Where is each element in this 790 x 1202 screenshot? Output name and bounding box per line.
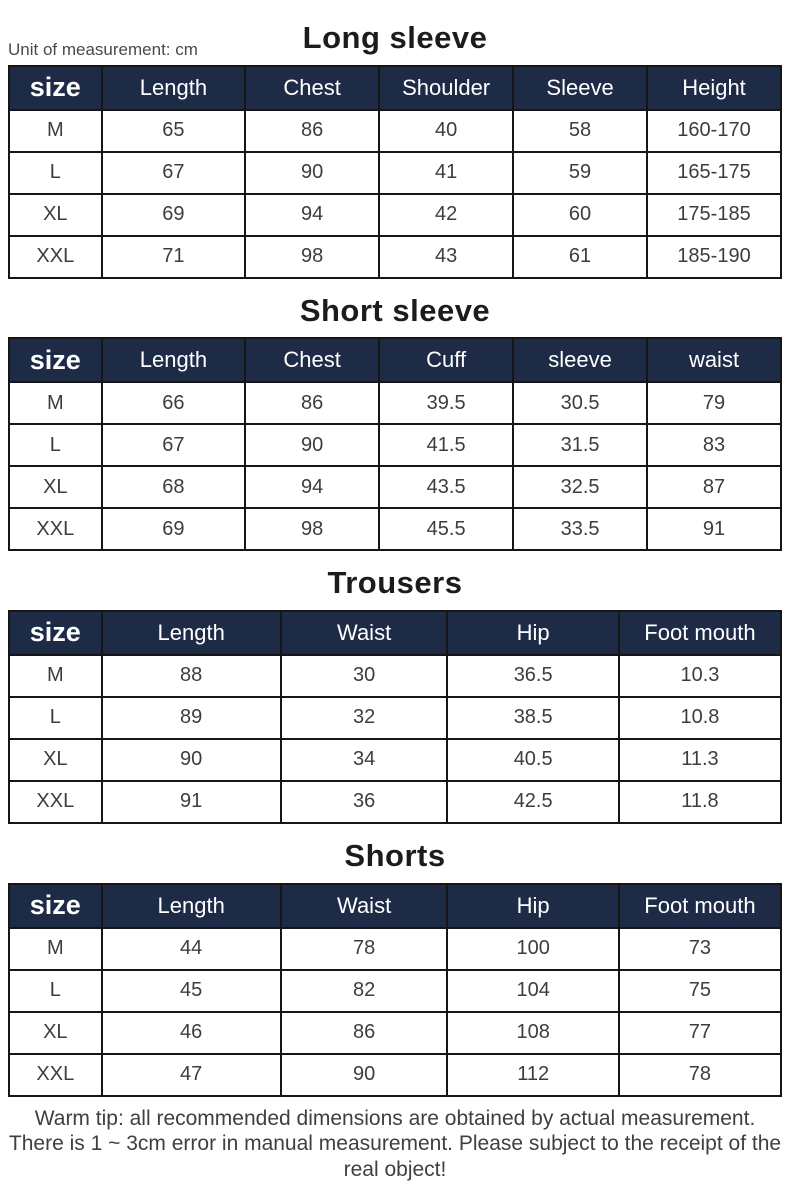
- value-cell: 11.8: [619, 781, 781, 823]
- value-cell: 46: [102, 1012, 281, 1054]
- size-table-trousers: [8, 610, 782, 824]
- table-row: [9, 424, 781, 466]
- value-cell: 90: [245, 152, 379, 194]
- section-title-row: [8, 293, 782, 329]
- value-cell: 82: [281, 970, 448, 1012]
- value-cell: 43: [379, 236, 513, 278]
- size-cell: XXL: [9, 236, 102, 278]
- value-cell: 87: [647, 466, 781, 508]
- value-cell: 100: [447, 928, 618, 970]
- value-cell: 69: [102, 508, 246, 550]
- value-cell: 91: [102, 781, 281, 823]
- value-cell: 108: [447, 1012, 618, 1054]
- section-title-row: [8, 838, 782, 874]
- value-cell: 90: [281, 1054, 448, 1096]
- section-title-trousers: Trousers: [327, 565, 463, 601]
- section-trousers: [8, 565, 782, 824]
- table-row: [9, 655, 781, 697]
- column-header-size: size: [9, 884, 102, 928]
- value-cell: 65: [102, 110, 246, 152]
- column-header-size: size: [9, 66, 102, 110]
- header-row: [9, 66, 781, 110]
- value-cell: 31.5: [513, 424, 647, 466]
- value-cell: 83: [647, 424, 781, 466]
- size-cell: XL: [9, 1012, 102, 1054]
- size-cell: M: [9, 928, 102, 970]
- section-long-sleeve: [8, 20, 782, 279]
- value-cell: 69: [102, 194, 246, 236]
- value-cell: 11.3: [619, 739, 781, 781]
- value-cell: 41: [379, 152, 513, 194]
- value-cell: 45.5: [379, 508, 513, 550]
- value-cell: 61: [513, 236, 647, 278]
- value-cell: 88: [102, 655, 281, 697]
- value-cell: 36.5: [447, 655, 618, 697]
- value-cell: 42: [379, 194, 513, 236]
- section-title-row: [8, 565, 782, 601]
- value-cell: 79: [647, 382, 781, 424]
- value-cell: 75: [619, 970, 781, 1012]
- size-cell: L: [9, 697, 102, 739]
- size-cell: M: [9, 655, 102, 697]
- value-cell: 77: [619, 1012, 781, 1054]
- value-cell: 43.5: [379, 466, 513, 508]
- size-cell: M: [9, 382, 102, 424]
- value-cell: 90: [245, 424, 379, 466]
- value-cell: 58: [513, 110, 647, 152]
- table-row: [9, 382, 781, 424]
- column-header: Chest: [245, 66, 379, 110]
- section-title-shorts: Shorts: [344, 837, 446, 873]
- size-table-shorts: [8, 883, 782, 1097]
- value-cell: 71: [102, 236, 246, 278]
- value-cell: 42.5: [447, 781, 618, 823]
- value-cell: 10.8: [619, 697, 781, 739]
- column-header: Shoulder: [379, 66, 513, 110]
- section-title-row: [8, 20, 782, 59]
- section-shorts: [8, 838, 782, 1097]
- size-table-short-sleeve: [8, 337, 782, 551]
- value-cell: 47: [102, 1054, 281, 1096]
- section-title-short-sleeve: Short sleeve: [299, 292, 491, 328]
- value-cell: 112: [447, 1054, 618, 1096]
- column-header: Cuff: [379, 338, 513, 382]
- size-cell: L: [9, 970, 102, 1012]
- value-cell: 40: [379, 110, 513, 152]
- table-row: [9, 466, 781, 508]
- header-row: [9, 884, 781, 928]
- size-cell: M: [9, 110, 102, 152]
- value-cell: 30.5: [513, 382, 647, 424]
- value-cell: 45: [102, 970, 281, 1012]
- column-header: Length: [102, 66, 246, 110]
- value-cell: 60: [513, 194, 647, 236]
- value-cell: 30: [281, 655, 448, 697]
- value-cell: 91: [647, 508, 781, 550]
- value-cell: 44: [102, 928, 281, 970]
- table-row: [9, 1012, 781, 1054]
- value-cell: 38.5: [447, 697, 618, 739]
- value-cell: 89: [102, 697, 281, 739]
- table-row: [9, 697, 781, 739]
- column-header: Length: [102, 884, 281, 928]
- section-short-sleeve: [8, 293, 782, 552]
- column-header: Sleeve: [513, 66, 647, 110]
- column-header: Waist: [281, 611, 448, 655]
- table-row: [9, 739, 781, 781]
- column-header: waist: [647, 338, 781, 382]
- table-row: [9, 508, 781, 550]
- value-cell: 32.5: [513, 466, 647, 508]
- column-header: sleeve: [513, 338, 647, 382]
- table-row: [9, 110, 781, 152]
- column-header: Length: [102, 611, 281, 655]
- value-cell: 40.5: [447, 739, 618, 781]
- value-cell: 67: [102, 152, 246, 194]
- size-cell: XXL: [9, 781, 102, 823]
- value-cell: 160-170: [647, 110, 781, 152]
- column-header: Hip: [447, 884, 618, 928]
- value-cell: 86: [245, 110, 379, 152]
- header-row: [9, 338, 781, 382]
- column-header: Height: [647, 66, 781, 110]
- value-cell: 94: [245, 194, 379, 236]
- size-cell: XL: [9, 466, 102, 508]
- value-cell: 36: [281, 781, 448, 823]
- table-row: [9, 781, 781, 823]
- size-cell: XL: [9, 739, 102, 781]
- column-header: Hip: [447, 611, 618, 655]
- value-cell: 32: [281, 697, 448, 739]
- size-chart: [8, 20, 782, 1097]
- table-row: [9, 194, 781, 236]
- column-header: Foot mouth: [619, 884, 781, 928]
- size-cell: XL: [9, 194, 102, 236]
- value-cell: 86: [281, 1012, 448, 1054]
- value-cell: 59: [513, 152, 647, 194]
- value-cell: 41.5: [379, 424, 513, 466]
- size-cell: XXL: [9, 508, 102, 550]
- value-cell: 175-185: [647, 194, 781, 236]
- value-cell: 33.5: [513, 508, 647, 550]
- table-row: [9, 970, 781, 1012]
- column-header: Foot mouth: [619, 611, 781, 655]
- value-cell: 34: [281, 739, 448, 781]
- column-header-size: size: [9, 611, 102, 655]
- value-cell: 98: [245, 508, 379, 550]
- size-cell: L: [9, 424, 102, 466]
- value-cell: 66: [102, 382, 246, 424]
- warm-tip-note: Warm tip: all recommended dimensions are obtained by actual measurement. There is 1 ~ 3cm error in manual measurement. Please subject to the receipt of the real object!: [8, 1106, 782, 1181]
- column-header: Chest: [245, 338, 379, 382]
- table-row: [9, 1054, 781, 1096]
- value-cell: 98: [245, 236, 379, 278]
- value-cell: 73: [619, 928, 781, 970]
- size-cell: L: [9, 152, 102, 194]
- value-cell: 68: [102, 466, 246, 508]
- value-cell: 67: [102, 424, 246, 466]
- size-table-long-sleeve: [8, 65, 782, 279]
- value-cell: 78: [281, 928, 448, 970]
- table-row: [9, 928, 781, 970]
- value-cell: 78: [619, 1054, 781, 1096]
- section-title-long-sleeve: Long sleeve: [302, 20, 488, 55]
- column-header-size: size: [9, 338, 102, 382]
- table-row: [9, 152, 781, 194]
- value-cell: 94: [245, 466, 379, 508]
- table-row: [9, 236, 781, 278]
- unit-of-measurement-label: Unit of measurement: cm: [8, 39, 198, 59]
- value-cell: 10.3: [619, 655, 781, 697]
- value-cell: 104: [447, 970, 618, 1012]
- header-row: [9, 611, 781, 655]
- column-header: Waist: [281, 884, 448, 928]
- size-cell: XXL: [9, 1054, 102, 1096]
- value-cell: 86: [245, 382, 379, 424]
- value-cell: 185-190: [647, 236, 781, 278]
- value-cell: 90: [102, 739, 281, 781]
- value-cell: 165-175: [647, 152, 781, 194]
- column-header: Length: [102, 338, 246, 382]
- value-cell: 39.5: [379, 382, 513, 424]
